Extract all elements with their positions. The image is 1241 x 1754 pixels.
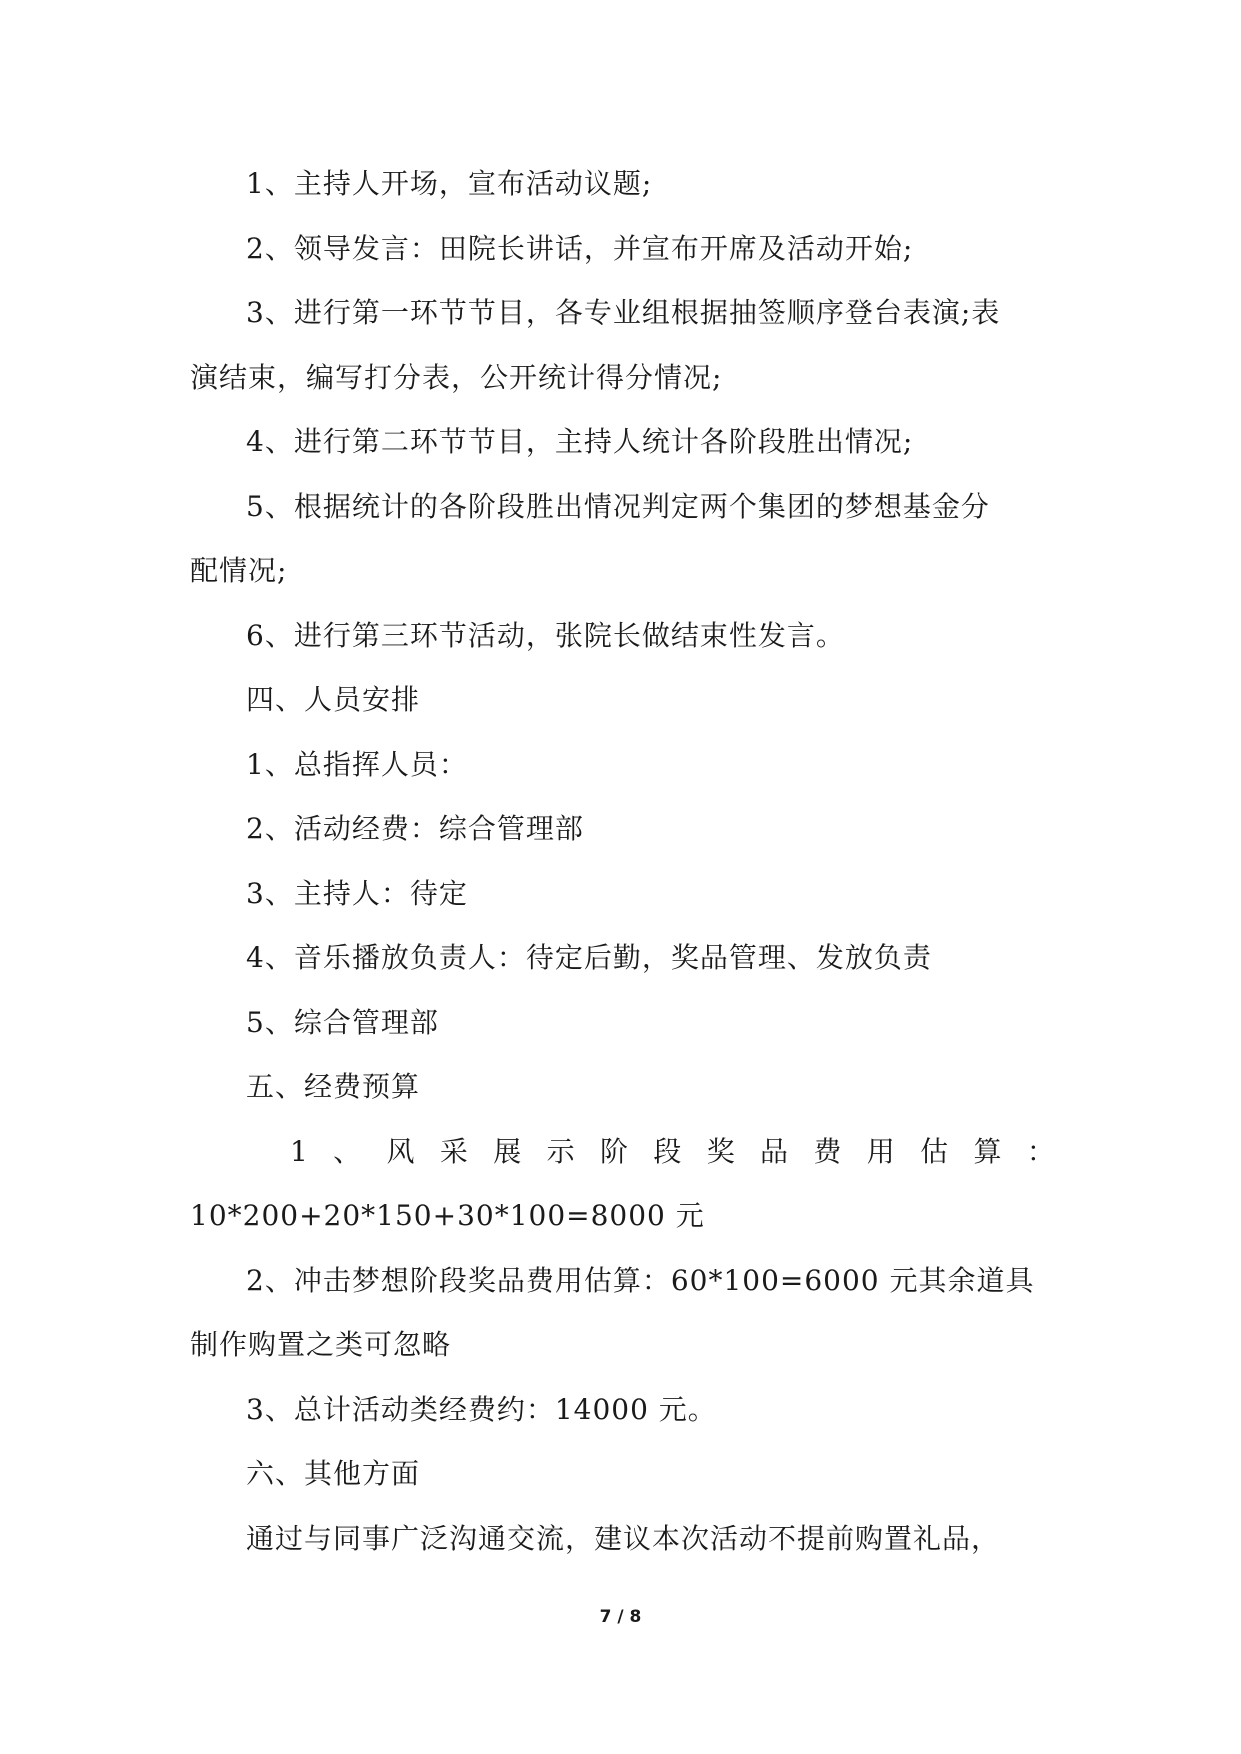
text-line: 6、进行第三环节活动，张院长做结束性发言。: [246, 618, 845, 652]
text-line: 配情况;: [190, 554, 288, 587]
justified-char: 估: [920, 1134, 950, 1168]
text-line: 1、主持人开场，宣布活动议题;: [246, 167, 653, 200]
justified-char: 阶: [599, 1134, 629, 1168]
text-line: 通过与同事广泛沟通交流，建议本次活动不提前购置礼品，: [246, 1521, 1001, 1555]
justified-char: 用: [866, 1134, 896, 1168]
section-heading: 四、人员安排: [246, 683, 421, 716]
document-body: [190, 152, 1056, 1571]
justified-char: 奖: [706, 1134, 736, 1168]
justified-char: 展: [493, 1134, 523, 1168]
justified-char: 费: [813, 1134, 843, 1168]
text-line: 3、进行第一环节节目，各专业组根据抽签顺序登台表演;表: [246, 296, 1001, 329]
justified-char: 、: [333, 1134, 363, 1168]
justified-char: ：: [1026, 1134, 1056, 1168]
text-line: 3、总计活动类经费约：14000 元。: [246, 1392, 717, 1426]
justified-char: 示: [546, 1134, 576, 1168]
justified-char: 风: [386, 1134, 416, 1168]
text-line: 2、领导发言：田院长讲话，并宣布开席及活动开始;: [246, 231, 914, 265]
text-line: 5、综合管理部: [246, 1005, 439, 1039]
text-line: 4、进行第二环节节目，主持人统计各阶段胜出情况;: [246, 425, 914, 458]
text-line: 10*200+20*150+30*100=8000 元: [190, 1199, 705, 1232]
justified-char: 1: [290, 1134, 309, 1168]
justified-char: 品: [760, 1134, 790, 1168]
text-line: 演结束，编写打分表，公开统计得分情况;: [190, 360, 723, 394]
section-heading: 六、其他方面: [246, 1457, 421, 1490]
text-line: 4、音乐播放负责人：待定后勤，奖品管理、发放负责: [246, 941, 932, 974]
text-line: 5、根据统计的各阶段胜出情况判定两个集团的梦想基金分: [246, 489, 990, 523]
section-heading: 五、经费预算: [246, 1070, 421, 1103]
page-number: 7 / 8: [599, 1607, 642, 1627]
text-line: 制作购置之类可忽略: [190, 1328, 452, 1361]
justified-char: 段: [653, 1134, 683, 1168]
text-line: 2、冲击梦想阶段奖品费用估算：60*100=6000 元其余道具: [246, 1263, 1035, 1297]
text-line-justified: [190, 1120, 1056, 1185]
text-line: 2、活动经费：综合管理部: [246, 812, 584, 845]
justified-char: 算: [973, 1134, 1003, 1168]
justified-char: 采: [439, 1134, 469, 1168]
text-line: 3、主持人：待定: [246, 876, 468, 910]
text-line: 1、总指挥人员：: [246, 747, 468, 781]
